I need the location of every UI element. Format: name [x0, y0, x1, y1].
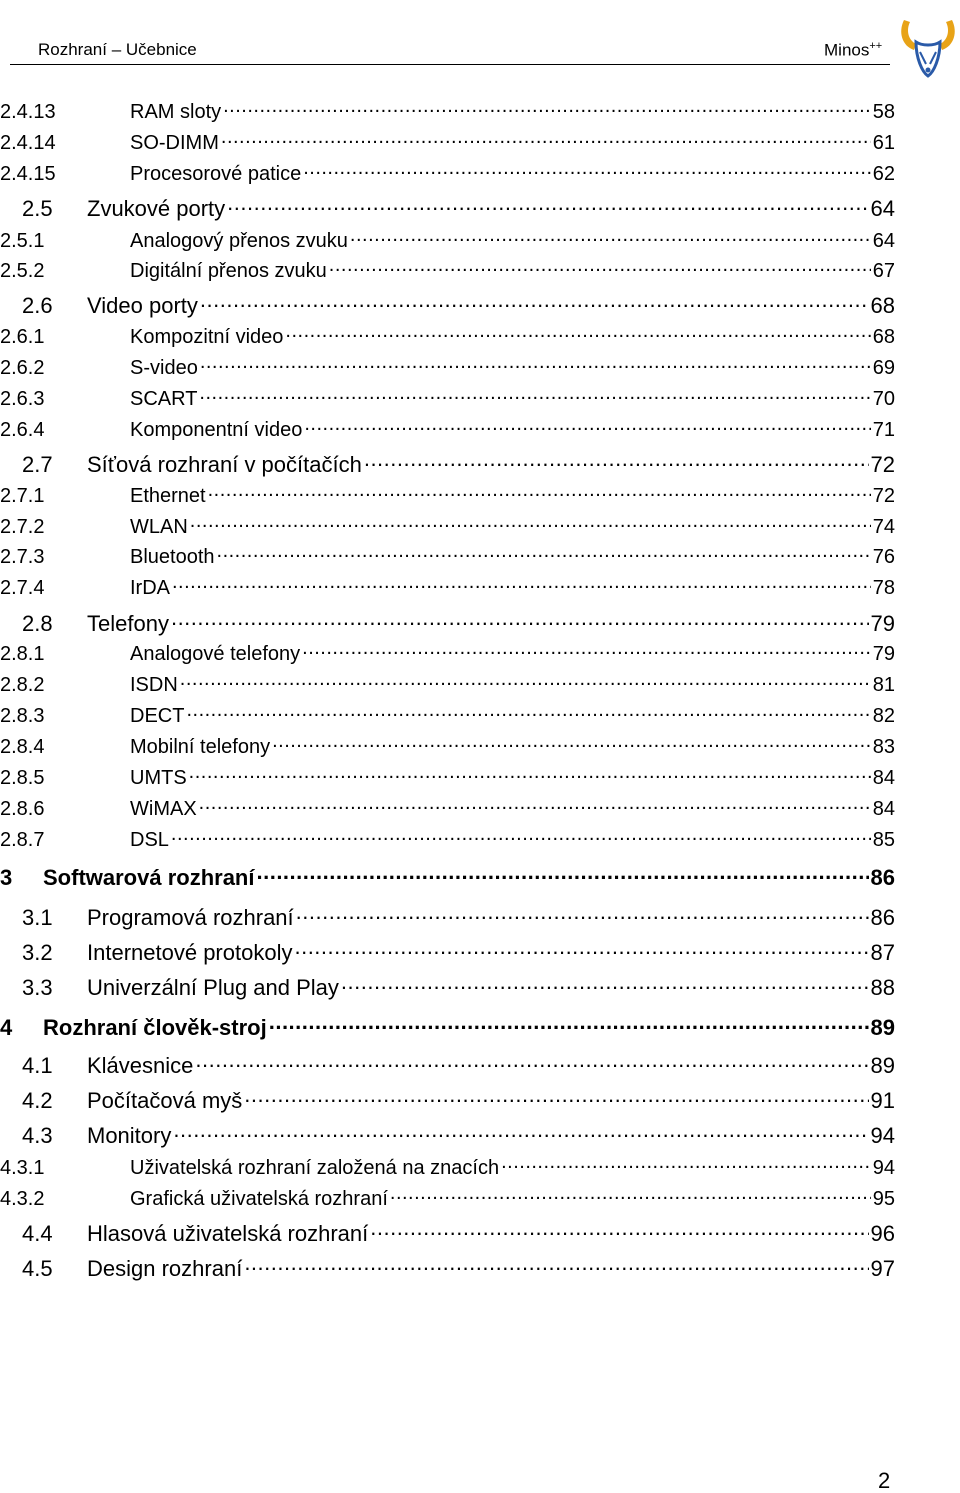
toc-entry-page: 95	[872, 1188, 895, 1210]
toc-entry-number: 2.7.4	[0, 577, 45, 599]
toc-entry-page: 78	[872, 577, 895, 599]
toc-entry[interactable]	[0, 938, 895, 966]
toc-dot-leader	[341, 973, 869, 995]
toc-entry-page: 81	[872, 674, 895, 696]
toc-entry-number: 2.7.3	[0, 546, 45, 568]
toc-entry-page: 71	[872, 419, 895, 441]
toc-entry-title: IrDA	[130, 577, 170, 599]
toc-entry[interactable]	[0, 733, 895, 759]
toc-entry-title: S-video	[130, 357, 198, 379]
toc-entry[interactable]	[0, 640, 895, 666]
toc-entry[interactable]	[0, 160, 895, 186]
toc-entry[interactable]	[0, 227, 895, 253]
toc-entry-page: 76	[872, 546, 895, 568]
toc-entry-number: 3.2	[22, 940, 53, 965]
toc-entry[interactable]	[0, 450, 895, 478]
toc-entry-page: 84	[872, 798, 895, 820]
toc-entry-page: 72	[872, 485, 895, 507]
toc-entry-title: Bluetooth	[130, 546, 215, 568]
header-brand	[824, 40, 882, 61]
toc-dot-leader	[200, 291, 869, 313]
toc-entry-number: 2.7.1	[0, 485, 45, 507]
toc-entry-title: Analogový přenos zvuku	[130, 230, 348, 252]
toc-entry-number: 2.8.4	[0, 736, 45, 758]
toc-entry-number: 4.5	[22, 1256, 53, 1281]
toc-entry-page: 79	[872, 643, 895, 665]
toc-entry[interactable]	[0, 1051, 895, 1079]
toc-entry-title: SO-DIMM	[130, 132, 219, 154]
toc-dot-leader	[200, 354, 871, 374]
toc-entry-page: 64	[870, 196, 895, 221]
toc-entry-title: Softwarová rozhraní	[43, 865, 255, 890]
toc-dot-leader	[244, 1086, 868, 1108]
toc-dot-leader	[303, 160, 871, 180]
toc-entry-number: 2.4.14	[0, 132, 56, 154]
toc-dot-leader	[272, 733, 871, 753]
toc-entry-title: DECT	[130, 705, 185, 727]
toc-entry-title: Počítačová myš	[87, 1088, 243, 1113]
minos-bull-logo-icon	[896, 6, 960, 82]
toc-entry-page: 64	[872, 230, 895, 252]
toc-entry-number: 4.2	[22, 1088, 53, 1113]
header-brand-sup: ++	[869, 40, 883, 52]
toc-entry-title: DSL	[130, 829, 169, 851]
toc-entry[interactable]	[0, 385, 895, 411]
toc-entry[interactable]	[0, 354, 895, 380]
toc-dot-leader	[302, 640, 871, 660]
toc-entry-number: 4	[0, 1015, 13, 1040]
toc-dot-leader	[199, 795, 871, 815]
toc-entry-number: 2.5	[22, 196, 53, 221]
toc-dot-leader	[223, 98, 871, 118]
toc-entry[interactable]	[0, 194, 895, 222]
toc-entry[interactable]	[0, 702, 895, 728]
toc-entry-page: 91	[870, 1088, 895, 1113]
toc-entry-number: 4.3	[22, 1123, 53, 1148]
toc-entry-page: 68	[872, 326, 895, 348]
toc-entry[interactable]	[0, 1154, 895, 1180]
toc-entry[interactable]	[0, 129, 895, 155]
toc-entry[interactable]	[0, 1086, 895, 1114]
toc-dot-leader	[180, 671, 871, 691]
toc-entry-number: 2.8.7	[0, 829, 45, 851]
toc-dot-leader	[350, 227, 871, 247]
toc-entry-title: Ethernet	[130, 485, 206, 507]
toc-entry-title: Digitální přenos zvuku	[130, 260, 327, 282]
toc-entry-title: Programová rozhraní	[87, 905, 294, 930]
toc-dot-leader	[190, 513, 871, 533]
toc-entry-page: 86	[870, 865, 895, 890]
toc-entry[interactable]	[0, 1219, 895, 1247]
toc-dot-leader	[195, 1051, 868, 1073]
toc-entry-page: 86	[870, 905, 895, 930]
toc-entry[interactable]	[0, 482, 895, 508]
toc-entry-number: 2.6	[22, 293, 53, 318]
toc-entry-number: 4.3.1	[0, 1157, 45, 1179]
toc-entry-number: 2.8.5	[0, 767, 45, 789]
toc-entry-title: Síťová rozhraní v počítačích	[87, 452, 362, 477]
toc-entry-title: Zvukové porty	[87, 196, 226, 221]
toc-dot-leader	[217, 543, 871, 563]
toc-entry-title: Telefony	[87, 611, 169, 636]
toc-entry-title: Procesorové patice	[130, 163, 302, 185]
toc-entry-title: WiMAX	[130, 798, 197, 820]
toc-entry-number: 2.7.2	[0, 516, 45, 538]
header-rule	[10, 64, 890, 65]
toc-entry-title: SCART	[130, 388, 198, 410]
toc-dot-leader	[501, 1154, 871, 1174]
toc-entry-page: 79	[870, 611, 895, 636]
toc-entry[interactable]	[0, 257, 895, 283]
page-header	[10, 0, 890, 68]
toc-entry-number: 2.8.6	[0, 798, 45, 820]
toc-dot-leader	[186, 702, 870, 722]
toc-entry-page: 72	[870, 452, 895, 477]
toc-dot-leader	[227, 194, 868, 216]
toc-entry-title: Video porty	[87, 293, 198, 318]
toc-entry-title: Univerzální Plug and Play	[87, 975, 339, 1000]
toc-entry-page: 94	[870, 1123, 895, 1148]
toc-entry[interactable]	[0, 513, 895, 539]
toc-entry[interactable]	[0, 1185, 895, 1211]
toc-entry-number: 2.8.3	[0, 705, 45, 727]
toc-entry-number: 2.8	[22, 611, 53, 636]
toc-entry[interactable]	[0, 764, 895, 790]
toc-entry-number: 4.4	[22, 1221, 53, 1246]
toc-entry-number: 2.5.1	[0, 230, 45, 252]
toc-dot-leader	[189, 764, 871, 784]
toc-entry-page: 62	[872, 163, 895, 185]
toc-entry-title: Analogové telefony	[130, 643, 301, 665]
toc-entry-number: 4.3.2	[0, 1188, 45, 1210]
toc-entry-title: Komponentní video	[130, 419, 303, 441]
toc-entry-page: 70	[872, 388, 895, 410]
toc-entry-number: 2.6.3	[0, 388, 45, 410]
toc-entry-page: 61	[872, 132, 895, 154]
toc-entry-number: 2.6.2	[0, 357, 45, 379]
toc-entry-page: 85	[872, 829, 895, 851]
toc-dot-leader	[171, 609, 869, 631]
toc-entry[interactable]	[0, 416, 895, 442]
toc-entry[interactable]	[0, 323, 895, 349]
toc-entry-title: Internetové protokoly	[87, 940, 293, 965]
toc-dot-leader	[171, 826, 871, 846]
toc-entry-page: 89	[870, 1053, 895, 1078]
header-brand-name: Minos	[824, 40, 870, 60]
header-title: Rozhraní – Učebnice	[38, 40, 197, 59]
toc-entry-page: 94	[872, 1157, 895, 1179]
toc-entry[interactable]	[0, 973, 895, 1001]
toc-entry-page: 67	[872, 260, 895, 282]
toc-entry[interactable]	[0, 1121, 895, 1149]
toc-entry-page: 68	[870, 293, 895, 318]
toc-entry-title: Kompozitní video	[130, 326, 284, 348]
toc-dot-leader	[296, 903, 869, 925]
toc-entry-number: 2.8.1	[0, 643, 45, 665]
toc-dot-leader	[172, 574, 871, 594]
toc-entry-page: 97	[870, 1256, 895, 1281]
toc-dot-leader	[269, 1013, 869, 1035]
toc-entry[interactable]	[0, 1254, 895, 1282]
toc-entry[interactable]	[0, 826, 895, 852]
toc-entry-number: 4.1	[22, 1053, 53, 1078]
toc-entry-page: 74	[872, 516, 895, 538]
toc-entry-page: 96	[870, 1221, 895, 1246]
toc-entry[interactable]	[0, 609, 895, 637]
toc-entry[interactable]	[0, 671, 895, 697]
toc-entry[interactable]	[0, 1013, 895, 1041]
toc-entry-number: 3.1	[22, 905, 53, 930]
toc-dot-leader	[244, 1254, 868, 1276]
toc-dot-leader	[294, 938, 868, 960]
toc-dot-leader	[370, 1219, 868, 1241]
toc-entry-page: 69	[872, 357, 895, 379]
toc-entry-number: 2.6.4	[0, 419, 45, 441]
toc-dot-leader	[329, 257, 871, 277]
toc-entry[interactable]	[0, 903, 895, 931]
toc-dot-leader	[221, 129, 871, 149]
toc-entry-number: 2.5.2	[0, 260, 45, 282]
toc-entry-title: ISDN	[130, 674, 178, 696]
toc-entry-title: UMTS	[130, 767, 187, 789]
toc-entry-page: 58	[872, 101, 895, 123]
toc-entry[interactable]	[0, 795, 895, 821]
toc-entry-number: 3.3	[22, 975, 53, 1000]
page-number: 2	[878, 1468, 891, 1493]
toc-dot-leader	[256, 863, 868, 885]
toc-dot-leader	[285, 323, 870, 343]
toc-entry-page: 89	[870, 1015, 895, 1040]
toc-dot-leader	[199, 385, 870, 405]
toc-entry[interactable]	[0, 543, 895, 569]
toc-entry-page: 88	[870, 975, 895, 1000]
toc-entry[interactable]	[0, 574, 895, 600]
toc-entry[interactable]	[0, 291, 895, 319]
toc-entry-page: 84	[872, 767, 895, 789]
toc-entry-page: 83	[872, 736, 895, 758]
toc-dot-leader	[304, 416, 870, 436]
toc-entry-title: Design rozhraní	[87, 1256, 243, 1281]
toc-entry[interactable]	[0, 98, 895, 124]
toc-entry-title: RAM sloty	[130, 101, 222, 123]
toc-entry-title: Grafická uživatelská rozhraní	[130, 1188, 388, 1210]
toc-entry[interactable]	[0, 863, 895, 891]
toc-entry-number: 2.8.2	[0, 674, 45, 696]
toc-entry-title: Klávesnice	[87, 1053, 194, 1078]
toc-dot-leader	[173, 1121, 868, 1143]
toc-entry-number: 2.6.1	[0, 326, 45, 348]
toc-entry-title: Hlasová uživatelská rozhraní	[87, 1221, 369, 1246]
toc-entry-title: Monitory	[87, 1123, 172, 1148]
toc-dot-leader	[208, 482, 871, 502]
toc-entry-number: 2.4.13	[0, 101, 56, 123]
toc-entry-page: 87	[870, 940, 895, 965]
toc-entry-number: 3	[0, 865, 13, 890]
toc-entry-title: Uživatelská rozhraní založená na znacích	[130, 1157, 500, 1179]
toc-dot-leader	[364, 450, 869, 472]
toc-entry-title: Rozhraní člověk-stroj	[43, 1015, 267, 1040]
toc-dot-leader	[390, 1185, 871, 1205]
toc-entry-title: WLAN	[130, 516, 188, 538]
toc-entry-page: 82	[872, 705, 895, 727]
toc-entry-number: 2.7	[22, 452, 53, 477]
toc-entry-number: 2.4.15	[0, 163, 56, 185]
toc-entry-title: Mobilní telefony	[130, 736, 271, 758]
